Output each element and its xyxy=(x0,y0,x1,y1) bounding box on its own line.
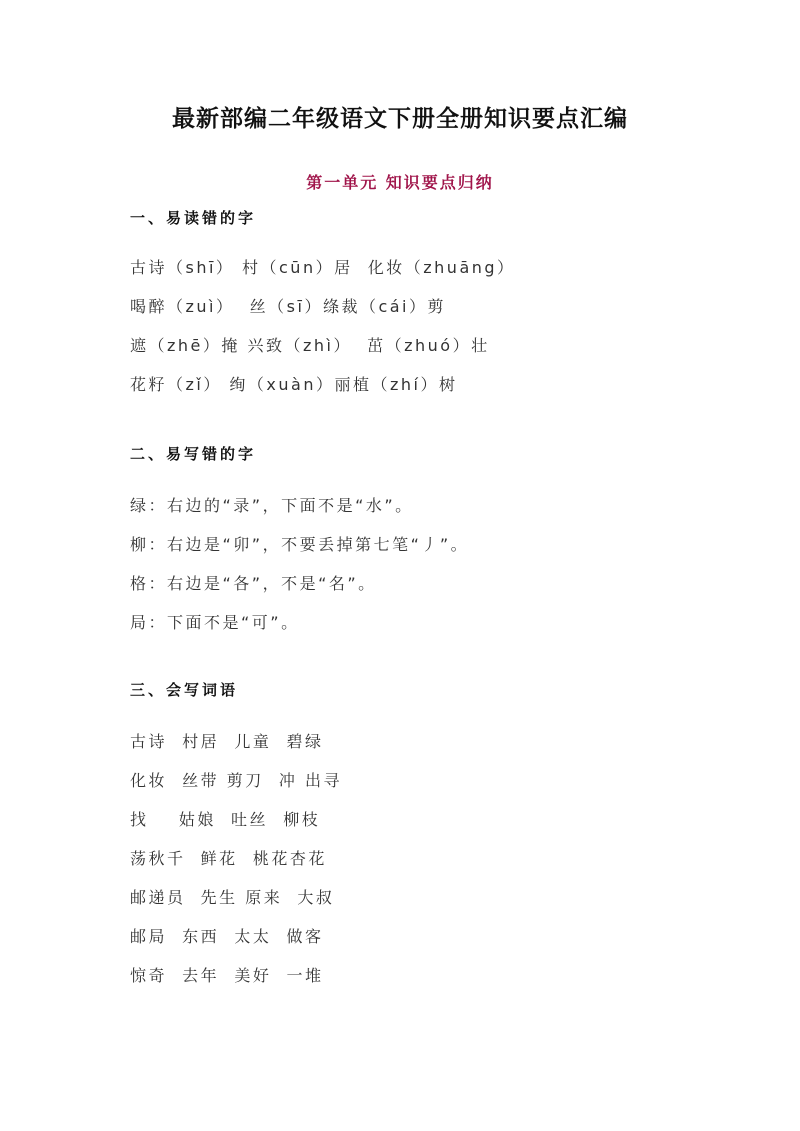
text-line: 格：右边是“各”，不是“名”。 xyxy=(130,574,377,593)
text-line: 遮（zhē）掩 兴致（zhì） 茁（zhuó）壮 xyxy=(130,336,490,355)
section-heading: 一、易读错的字 xyxy=(130,209,257,227)
text-line: 古诗 村居 儿童 碧绿 xyxy=(130,732,324,751)
text-line: 喝醉（zuì） 丝（sī）绦裁（cái）剪 xyxy=(130,297,446,316)
section-heading: 二、易写错的字 xyxy=(130,445,257,463)
section-vocabulary xyxy=(130,679,770,995)
unit-heading: 第一单元 知识要点归纳 xyxy=(306,173,494,192)
text-line: 荡秋千 鲜花 桃花杏花 xyxy=(130,849,327,868)
text-line: 邮递员 先生 原来 大叔 xyxy=(130,888,335,907)
text-line: 惊奇 去年 美好 一堆 xyxy=(130,966,324,985)
text-line: 花籽（zǐ） 绚（xuàn）丽植（zhí）树 xyxy=(130,375,458,394)
text-line: 邮局 东西 太太 做客 xyxy=(130,927,324,946)
section-easy-miswritten xyxy=(130,443,770,642)
section-heading: 三、会写词语 xyxy=(130,681,239,699)
document-title: 最新部编二年级语文下册全册知识要点汇编 xyxy=(172,106,628,132)
text-line: 局：下面不是“可”。 xyxy=(130,613,300,632)
text-line: 古诗（shī） 村（cūn）居 化妆（zhuāng） xyxy=(130,258,516,277)
section-easy-misread xyxy=(130,207,770,404)
text-line: 绿：右边的“录”，下面不是“水”。 xyxy=(130,496,414,515)
text-line: 找 姑娘 吐丝 柳枝 xyxy=(130,810,321,829)
text-line: 化妆 丝带 剪刀 冲 出寻 xyxy=(130,771,343,790)
text-line: 柳：右边是“卯”，不要丢掉第七笔“丿”。 xyxy=(130,535,470,554)
